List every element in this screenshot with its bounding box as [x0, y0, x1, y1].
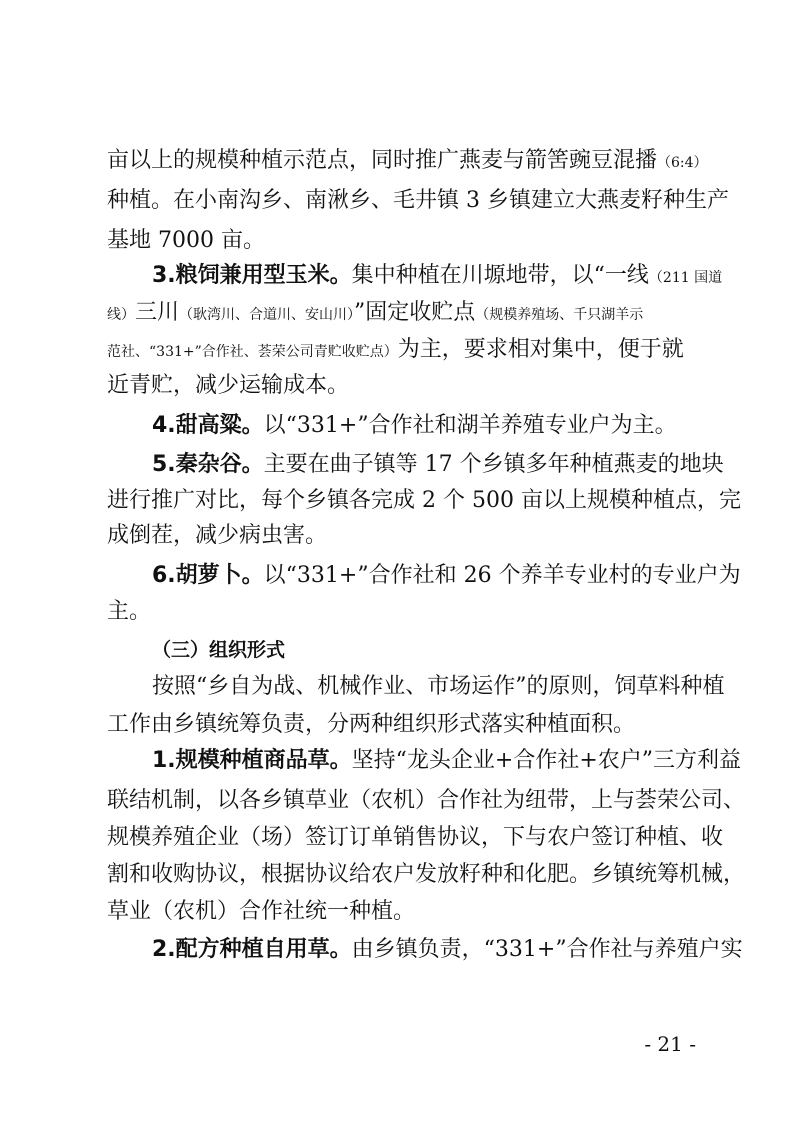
body-line-13: 主。	[107, 599, 152, 624]
body-line-8: 4.甜高粱。以“331+”合作社和湖羊养殖专业户为主。	[152, 413, 677, 438]
body-line-16: 1.规模种植商品草。坚持“龙头企业+合作社+农户”三方利益	[152, 748, 742, 773]
body-line-2: 种植。在小南沟乡、南湫乡、毛井镇 3 乡镇建立大燕麦籽种生产	[107, 188, 729, 213]
body-line-21: 2.配方种植自用草。由乡镇负责，“331+”合作社与养殖户实	[152, 937, 743, 962]
body-line-1: 亩以上的规模种植示范点，同时推广燕麦与箭筈豌豆混播（6:4）	[107, 148, 708, 173]
body-line-15: 工作由乡镇统筹负责，分两种组织形式落实种植面积。	[107, 712, 636, 737]
body-line-7: 近青贮，减少运输成本。	[107, 373, 350, 398]
body-line-6: 范社、“331+”合作社、荟荣公司青贮收贮点）为主，要求相对集中，便于就	[107, 337, 684, 362]
body-line-4: 3.粮饲兼用型玉米。集中种植在川塬地带，以“一线（211 国道	[152, 263, 723, 288]
body-line-17: 联结机制，以各乡镇草业（农机）合作社为纽带，上与荟荣公司、	[107, 788, 746, 813]
body-line-12: 6.胡萝卜。以“331+”合作社和 26 个养羊专业村的专业户为	[152, 563, 741, 588]
body-line-20: 草业（农机）合作社统一种植。	[107, 899, 416, 924]
body-line-11: 成倒茬，减少病虫害。	[107, 523, 328, 548]
section-heading: （三）组织形式	[152, 639, 286, 661]
body-line-9: 5.秦杂谷。主要在曲子镇等 17 个乡镇多年种植燕麦的地块	[152, 452, 724, 477]
page-number: - 21 -	[644, 1032, 696, 1056]
body-line-3: 基地 7000 亩。	[107, 228, 265, 253]
body-line-18: 规模养殖企业（场）签订订单销售协议，下与农户签订种植、收	[107, 825, 724, 850]
body-line-10: 进行推广对比，每个乡镇各完成 2 个 500 亩以上规模种植点，完	[107, 488, 741, 513]
body-line-14: 按照“乡自为战、机械作业、市场运作”的原则，饲草料种植	[152, 674, 725, 699]
body-line-5: 线）三川（耿湾川、合道川、安山川）”固定收贮点（规模养殖场、千只湖羊示	[107, 300, 644, 325]
body-line-19: 割和收购协议，根据协议给农户发放籽种和化肥。乡镇统筹机械，	[107, 862, 746, 887]
